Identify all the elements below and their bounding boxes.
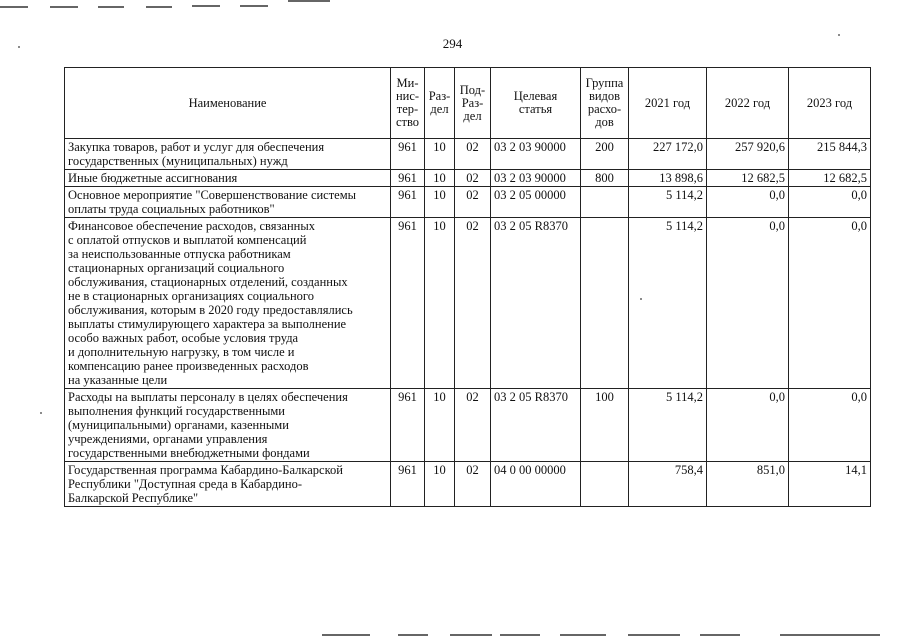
row-expense-group	[581, 462, 629, 507]
row-2021: 5 114,2	[629, 389, 707, 462]
row-section: 10	[425, 389, 455, 462]
scan-artifact-top	[50, 6, 78, 8]
row-section: 10	[425, 218, 455, 389]
row-target-article: 03 2 03 90000	[491, 139, 581, 170]
row-expense-group: 100	[581, 389, 629, 462]
scan-artifact-bottom	[398, 634, 428, 636]
row-ministry: 961	[391, 170, 425, 187]
row-expense-group	[581, 187, 629, 218]
row-ministry: 961	[391, 389, 425, 462]
row-ministry: 961	[391, 218, 425, 389]
header-subsection: Под- Раз- дел	[455, 68, 491, 139]
row-subsection: 02	[455, 187, 491, 218]
scan-artifact-top	[192, 5, 220, 7]
row-2023: 0,0	[789, 389, 871, 462]
scan-artifact-top	[240, 5, 268, 7]
table-row	[65, 218, 871, 389]
row-2023: 0,0	[789, 218, 871, 389]
page-number: 294	[442, 36, 463, 51]
row-subsection: 02	[455, 139, 491, 170]
table-row	[65, 187, 871, 218]
scan-artifact-bottom	[450, 634, 492, 636]
header-expense-group: Группа видов расхо- дов	[581, 68, 629, 139]
row-expense-group: 200	[581, 139, 629, 170]
row-subsection: 02	[455, 218, 491, 389]
row-2022: 0,0	[707, 187, 789, 218]
row-expense-group	[581, 218, 629, 389]
row-name: Основное мероприятие "Совершенствование системы оплаты труда социальных работников"	[65, 187, 391, 218]
row-target-article: 04 0 00 00000	[491, 462, 581, 507]
row-ministry: 961	[391, 187, 425, 218]
row-name: Государственная программа Кабардино-Балкарской Республики "Доступная среда в Кабардино- Балкарской Республике"	[65, 462, 391, 507]
header-section: Раз- дел	[425, 68, 455, 139]
row-name: Финансовое обеспечение расходов, связанных с оплатой отпусков и выплатой компенсаций за неиспользованные отпуска работникам стационарных организаций социального обслуживания, стационарных отделений, созданных не в стационарных организациях социального обслуживания, которым в 2020 году предоставлялись выплаты стимулирующего характера за выполнение особо важных работ, особые условия труда и дополнительную нагрузку, в том числе и компенсацию ранее произведенных расходов на указанные цели	[65, 218, 391, 389]
row-target-article: 03 2 03 90000	[491, 170, 581, 187]
row-section: 10	[425, 170, 455, 187]
row-2022: 0,0	[707, 218, 789, 389]
table-row	[65, 139, 871, 170]
row-2022: 851,0	[707, 462, 789, 507]
row-subsection: 02	[455, 389, 491, 462]
scan-artifact-bottom	[700, 634, 740, 636]
row-2022: 0,0	[707, 389, 789, 462]
row-ministry: 961	[391, 139, 425, 170]
scan-artifact-top	[146, 6, 172, 8]
row-2021: 5 114,2	[629, 218, 707, 389]
header-2021: 2021 год	[629, 68, 707, 139]
scan-artifact-bottom	[780, 634, 880, 636]
table-row	[65, 389, 871, 462]
row-2022: 12 682,5	[707, 170, 789, 187]
scan-artifact-top	[0, 6, 28, 8]
scan-artifact-top	[288, 0, 330, 2]
row-expense-group: 800	[581, 170, 629, 187]
row-subsection: 02	[455, 170, 491, 187]
row-section: 10	[425, 139, 455, 170]
header-target-article: Целевая статья	[491, 68, 581, 139]
table-header-row	[65, 68, 871, 139]
row-2023: 12 682,5	[789, 170, 871, 187]
row-name: Иные бюджетные ассигнования	[65, 170, 391, 187]
row-2021: 227 172,0	[629, 139, 707, 170]
row-2022: 257 920,6	[707, 139, 789, 170]
row-2021: 5 114,2	[629, 187, 707, 218]
row-2023: 14,1	[789, 462, 871, 507]
row-2021: 758,4	[629, 462, 707, 507]
row-name: Расходы на выплаты персоналу в целях обеспечения выполнения функций государственными (муниципальными) органами, казенными учреждениями, органами управления государственными внебюджетными фондами	[65, 389, 391, 462]
scan-speck	[40, 412, 42, 414]
header-2023: 2023 год	[789, 68, 871, 139]
scan-artifact-bottom	[322, 634, 370, 636]
table-row	[65, 462, 871, 507]
table-row	[65, 170, 871, 187]
row-2023: 0,0	[789, 187, 871, 218]
row-ministry: 961	[391, 462, 425, 507]
scan-artifact-bottom	[500, 634, 540, 636]
row-target-article: 03 2 05 00000	[491, 187, 581, 218]
row-2023: 215 844,3	[789, 139, 871, 170]
scan-artifact-top	[98, 6, 124, 8]
row-subsection: 02	[455, 462, 491, 507]
row-target-article: 03 2 05 R8370	[491, 218, 581, 389]
scan-artifact-bottom	[560, 634, 606, 636]
header-ministry: Ми- нис- тер- ство	[391, 68, 425, 139]
row-target-article: 03 2 05 R8370	[491, 389, 581, 462]
row-section: 10	[425, 187, 455, 218]
scan-artifact-bottom	[628, 634, 680, 636]
row-name: Закупка товаров, работ и услуг для обеспечения государственных (муниципальных) нужд	[65, 139, 391, 170]
header-2022: 2022 год	[707, 68, 789, 139]
header-name: Наименование	[65, 68, 391, 139]
row-section: 10	[425, 462, 455, 507]
budget-table	[64, 67, 871, 507]
row-2021: 13 898,6	[629, 170, 707, 187]
